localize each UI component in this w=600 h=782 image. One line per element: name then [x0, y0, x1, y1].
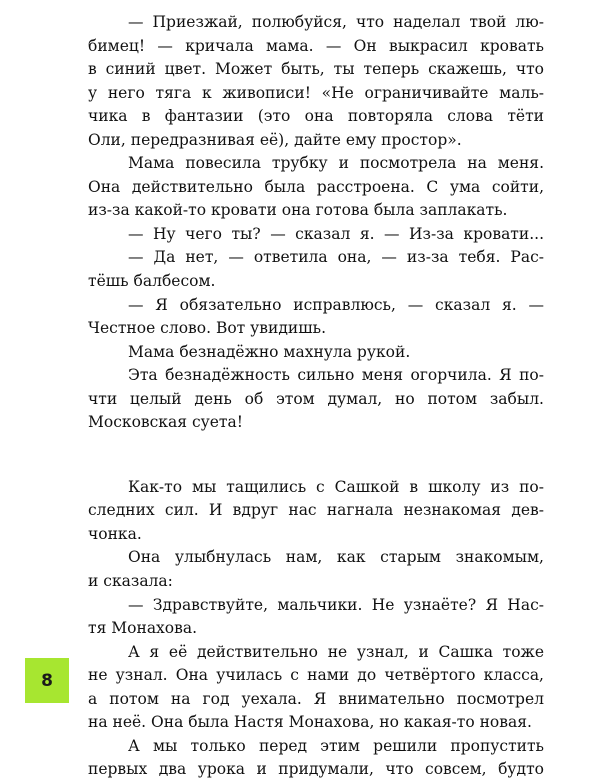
text-line: Эта безнадёжность сильно меня огорчила. Я по-	[128, 366, 544, 385]
text-line: Она улыбнулась нам, как старым знакомым,	[128, 548, 544, 567]
text-line: чика в фантазии (это она повторяла слова тёти	[88, 107, 544, 126]
text-line: — Здравствуйте, мальчики. Не узнаёте? Я Нас-	[128, 595, 544, 614]
text-line: А я её действительно не узнал, и Сашка тоже	[128, 642, 544, 661]
story-text	[88, 11, 544, 782]
section-break	[88, 435, 544, 476]
text-line: — Я обязательно исправлюсь, — сказал я. —	[128, 295, 544, 314]
page-number: 8	[41, 670, 53, 691]
text-line: — Да нет, — ответила она, — из-за тебя. Рас-	[128, 248, 544, 267]
text-line: Она действительно была расстроена. С ума сойти,	[88, 177, 544, 196]
text-line: — Приезжай, полюбуйся, что наделал твой лю-	[128, 13, 544, 31]
text-line: в синий цвет. Может быть, ты теперь скажешь, что	[88, 60, 544, 79]
text-line: чти целый день об этом думал, но потом забыл.	[88, 389, 544, 408]
text-line: у него тяга к живописи! «Не ограничивайте маль-	[88, 83, 544, 102]
text-line: Оли, передразнивая её), дайте ему простор».	[88, 130, 462, 149]
text-line: на неё. Она была Настя Монахова, но какая-то новая.	[88, 713, 532, 732]
text-line: первых два урока и придумали, что совсем, будто	[88, 760, 544, 779]
text-line: А мы только перед этим решили пропустить	[128, 736, 544, 755]
text-line: а потом на год уехала. Я внимательно посмотрел	[88, 689, 544, 708]
text-line: Московская суета!	[88, 413, 243, 432]
text-line: — Ну чего ты? — сказал я. — Из-за кровати...	[128, 224, 544, 243]
text-line: тёшь балбесом.	[88, 272, 216, 291]
text-line: не узнал. Она училась с нами до четвёртого класса,	[88, 666, 544, 685]
text-line: Мама повесила трубку и посмотрела на меня.	[128, 154, 544, 173]
text-line: Мама безнадёжно махнула рукой.	[128, 342, 411, 361]
text-line: чонка.	[88, 524, 142, 543]
text-line: и сказала:	[88, 572, 173, 591]
text-line: следних сил. И вдруг нас нагнала незнакомая дев-	[88, 501, 544, 520]
text-line: из-за какой-то кровати она готова была заплакать.	[88, 201, 508, 220]
text-line: тя Монахова.	[88, 619, 198, 638]
text-line: Как-то мы тащились с Сашкой в школу из по-	[128, 477, 544, 496]
page-number-badge	[25, 658, 69, 703]
text-line: Честное слово. Вот увидишь.	[88, 319, 326, 338]
text-line: бимец! — кричала мама. — Он выкрасил кровать	[88, 36, 544, 55]
